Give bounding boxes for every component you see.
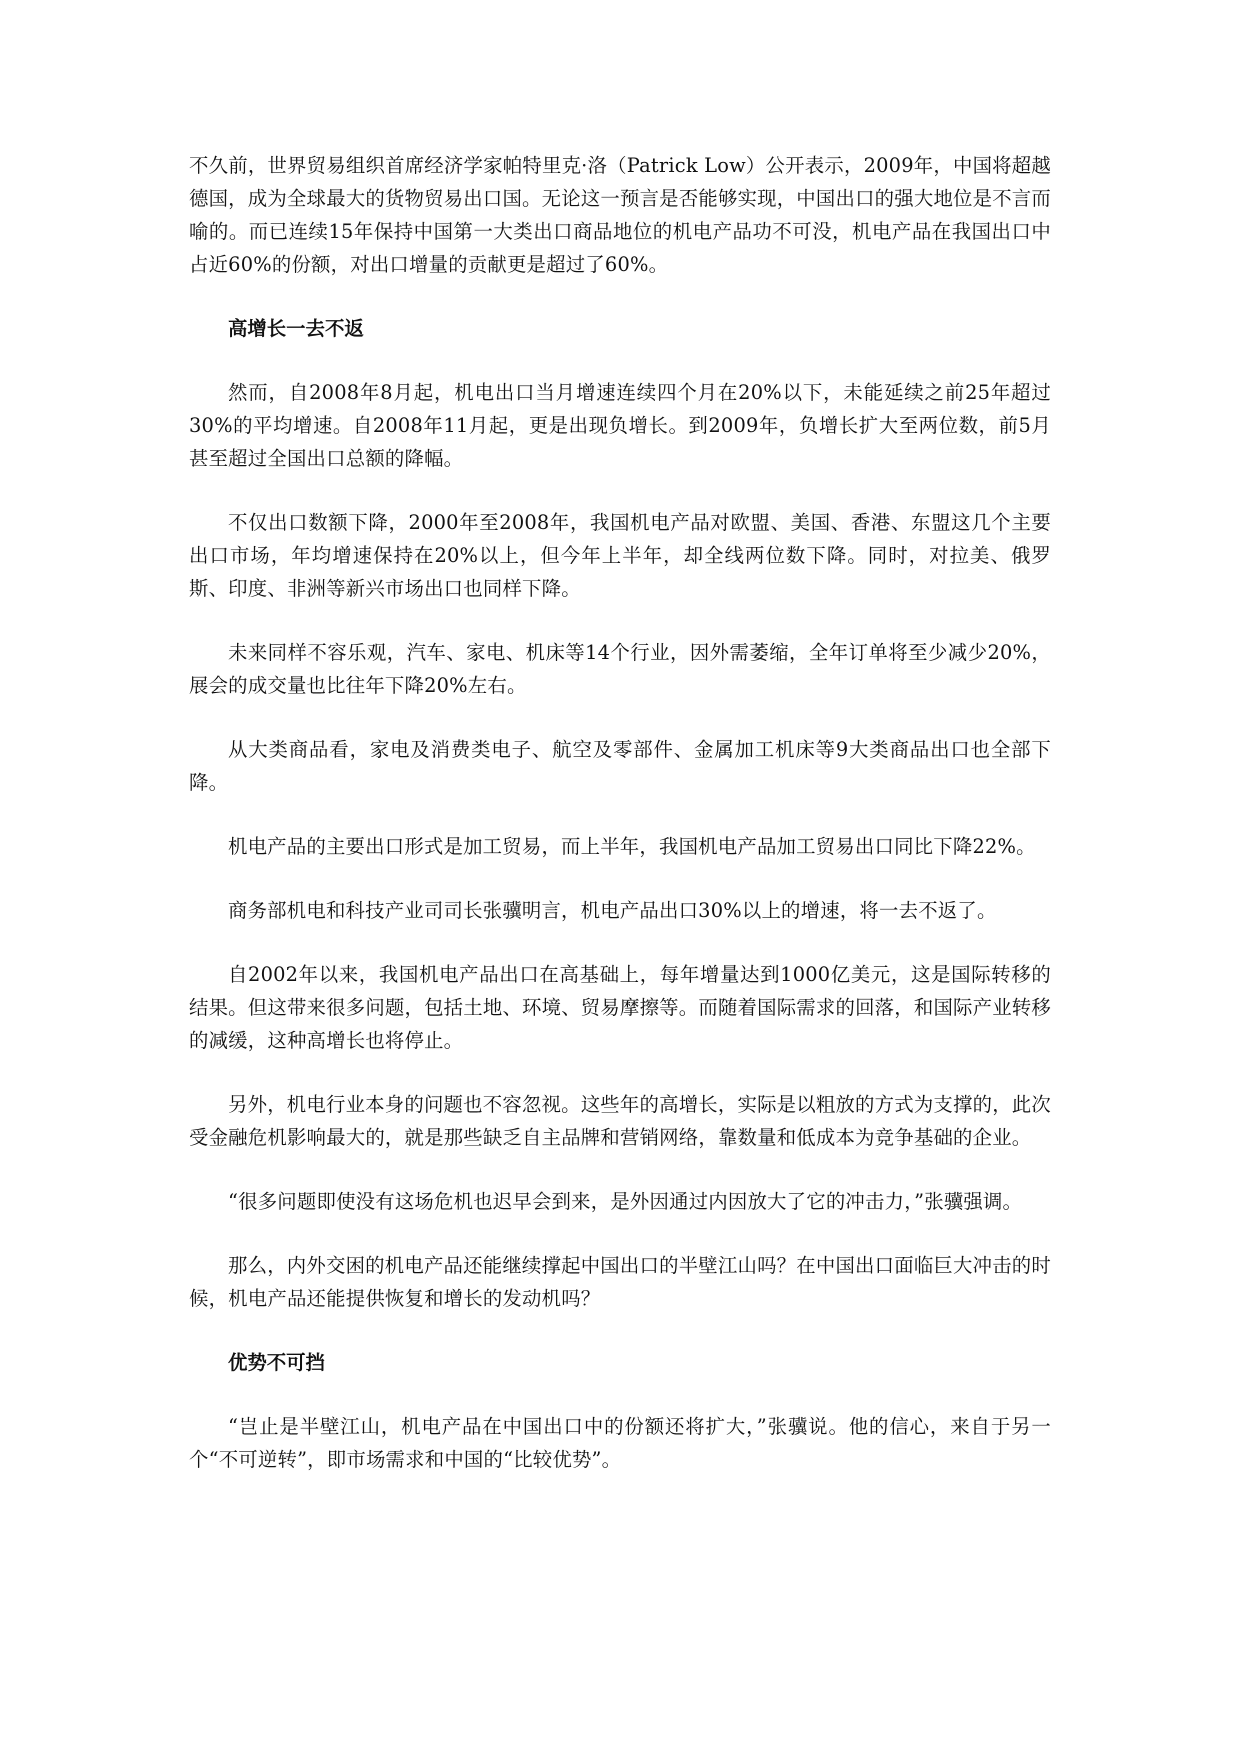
paragraph: 不仅出口数额下降，2000年至2008年，我国机电产品对欧盟、美国、香港、东盟这几个主要出口市场，年均增速保持在20%以上，但今年上半年，却全线两位数下降。同时，对拉美、俄罗斯、印度、非洲等新兴市场出口也同样下降。 xyxy=(189,511,1051,600)
intro-paragraph: 不久前，世界贸易组织首席经济学家帕特里克·洛（Patrick Low）公开表示，2009年，中国将超越德国，成为全球最大的货物贸易出口国。无论这一预言是否能够实现，中国出口的强大地位是不言而喻的。而已连续15年保持中国第一大类出口商品地位的机电产品功不可没，机电产品在我国出口中占近60%的份额，对出口增量的贡献更是超过了60%。 xyxy=(189,154,1051,276)
paragraph: 商务部机电和科技产业司司长张骥明言，机电产品出口30%以上的增速，将一去不返了。 xyxy=(228,899,997,922)
quote-paragraph: “岂止是半壁江山，机电产品在中国出口中的份额还将扩大，”张骥说。他的信心，来自于另一个“不可逆转”，即市场需求和中国的“比较优势”。 xyxy=(189,1415,1051,1471)
section-heading-high-growth: 高增长一去不返 xyxy=(228,317,364,340)
section-heading-advantage: 优势不可挡 xyxy=(228,1351,325,1374)
paragraph: 那么，内外交困的机电产品还能继续撑起中国出口的半壁江山吗？在中国出口面临巨大冲击的时候，机电产品还能提供恢复和增长的发动机吗？ xyxy=(189,1254,1051,1310)
paragraph: 未来同样不容乐观，汽车、家电、机床等14个行业，因外需萎缩，全年订单将至少减少20%，展会的成交量也比往年下降20%左右。 xyxy=(189,641,1051,697)
paragraph: 机电产品的主要出口形式是加工贸易，而上半年，我国机电产品加工贸易出口同比下降22%。 xyxy=(228,835,1036,858)
document-page xyxy=(189,149,1051,1507)
paragraph: 从大类商品看，家电及消费类电子、航空及零部件、金属加工机床等9大类商品出口也全部下降。 xyxy=(189,738,1051,794)
quote-paragraph: “很多问题即使没有这场危机也迟早会到来，是外因通过内因放大了它的冲击力，”张骥强调。 xyxy=(228,1190,1023,1213)
paragraph: 另外，机电行业本身的问题也不容忽视。这些年的高增长，实际是以粗放的方式为支撑的，此次受金融危机影响最大的，就是那些缺乏自主品牌和营销网络，靠数量和低成本为竞争基础的企业。 xyxy=(189,1093,1051,1149)
paragraph: 然而，自2008年8月起，机电出口当月增速连续四个月在20%以下，未能延续之前25年超过30%的平均增速。自2008年11月起，更是出现负增长。到2009年，负增长扩大至两位数，前5月甚至超过全国出口总额的降幅。 xyxy=(189,381,1051,470)
paragraph: 自2002年以来，我国机电产品出口在高基础上，每年增量达到1000亿美元，这是国际转移的结果。但这带来很多问题，包括土地、环境、贸易摩擦等。而随着国际需求的回落，和国际产业转移的减缓，这种高增长也将停止。 xyxy=(189,963,1051,1052)
